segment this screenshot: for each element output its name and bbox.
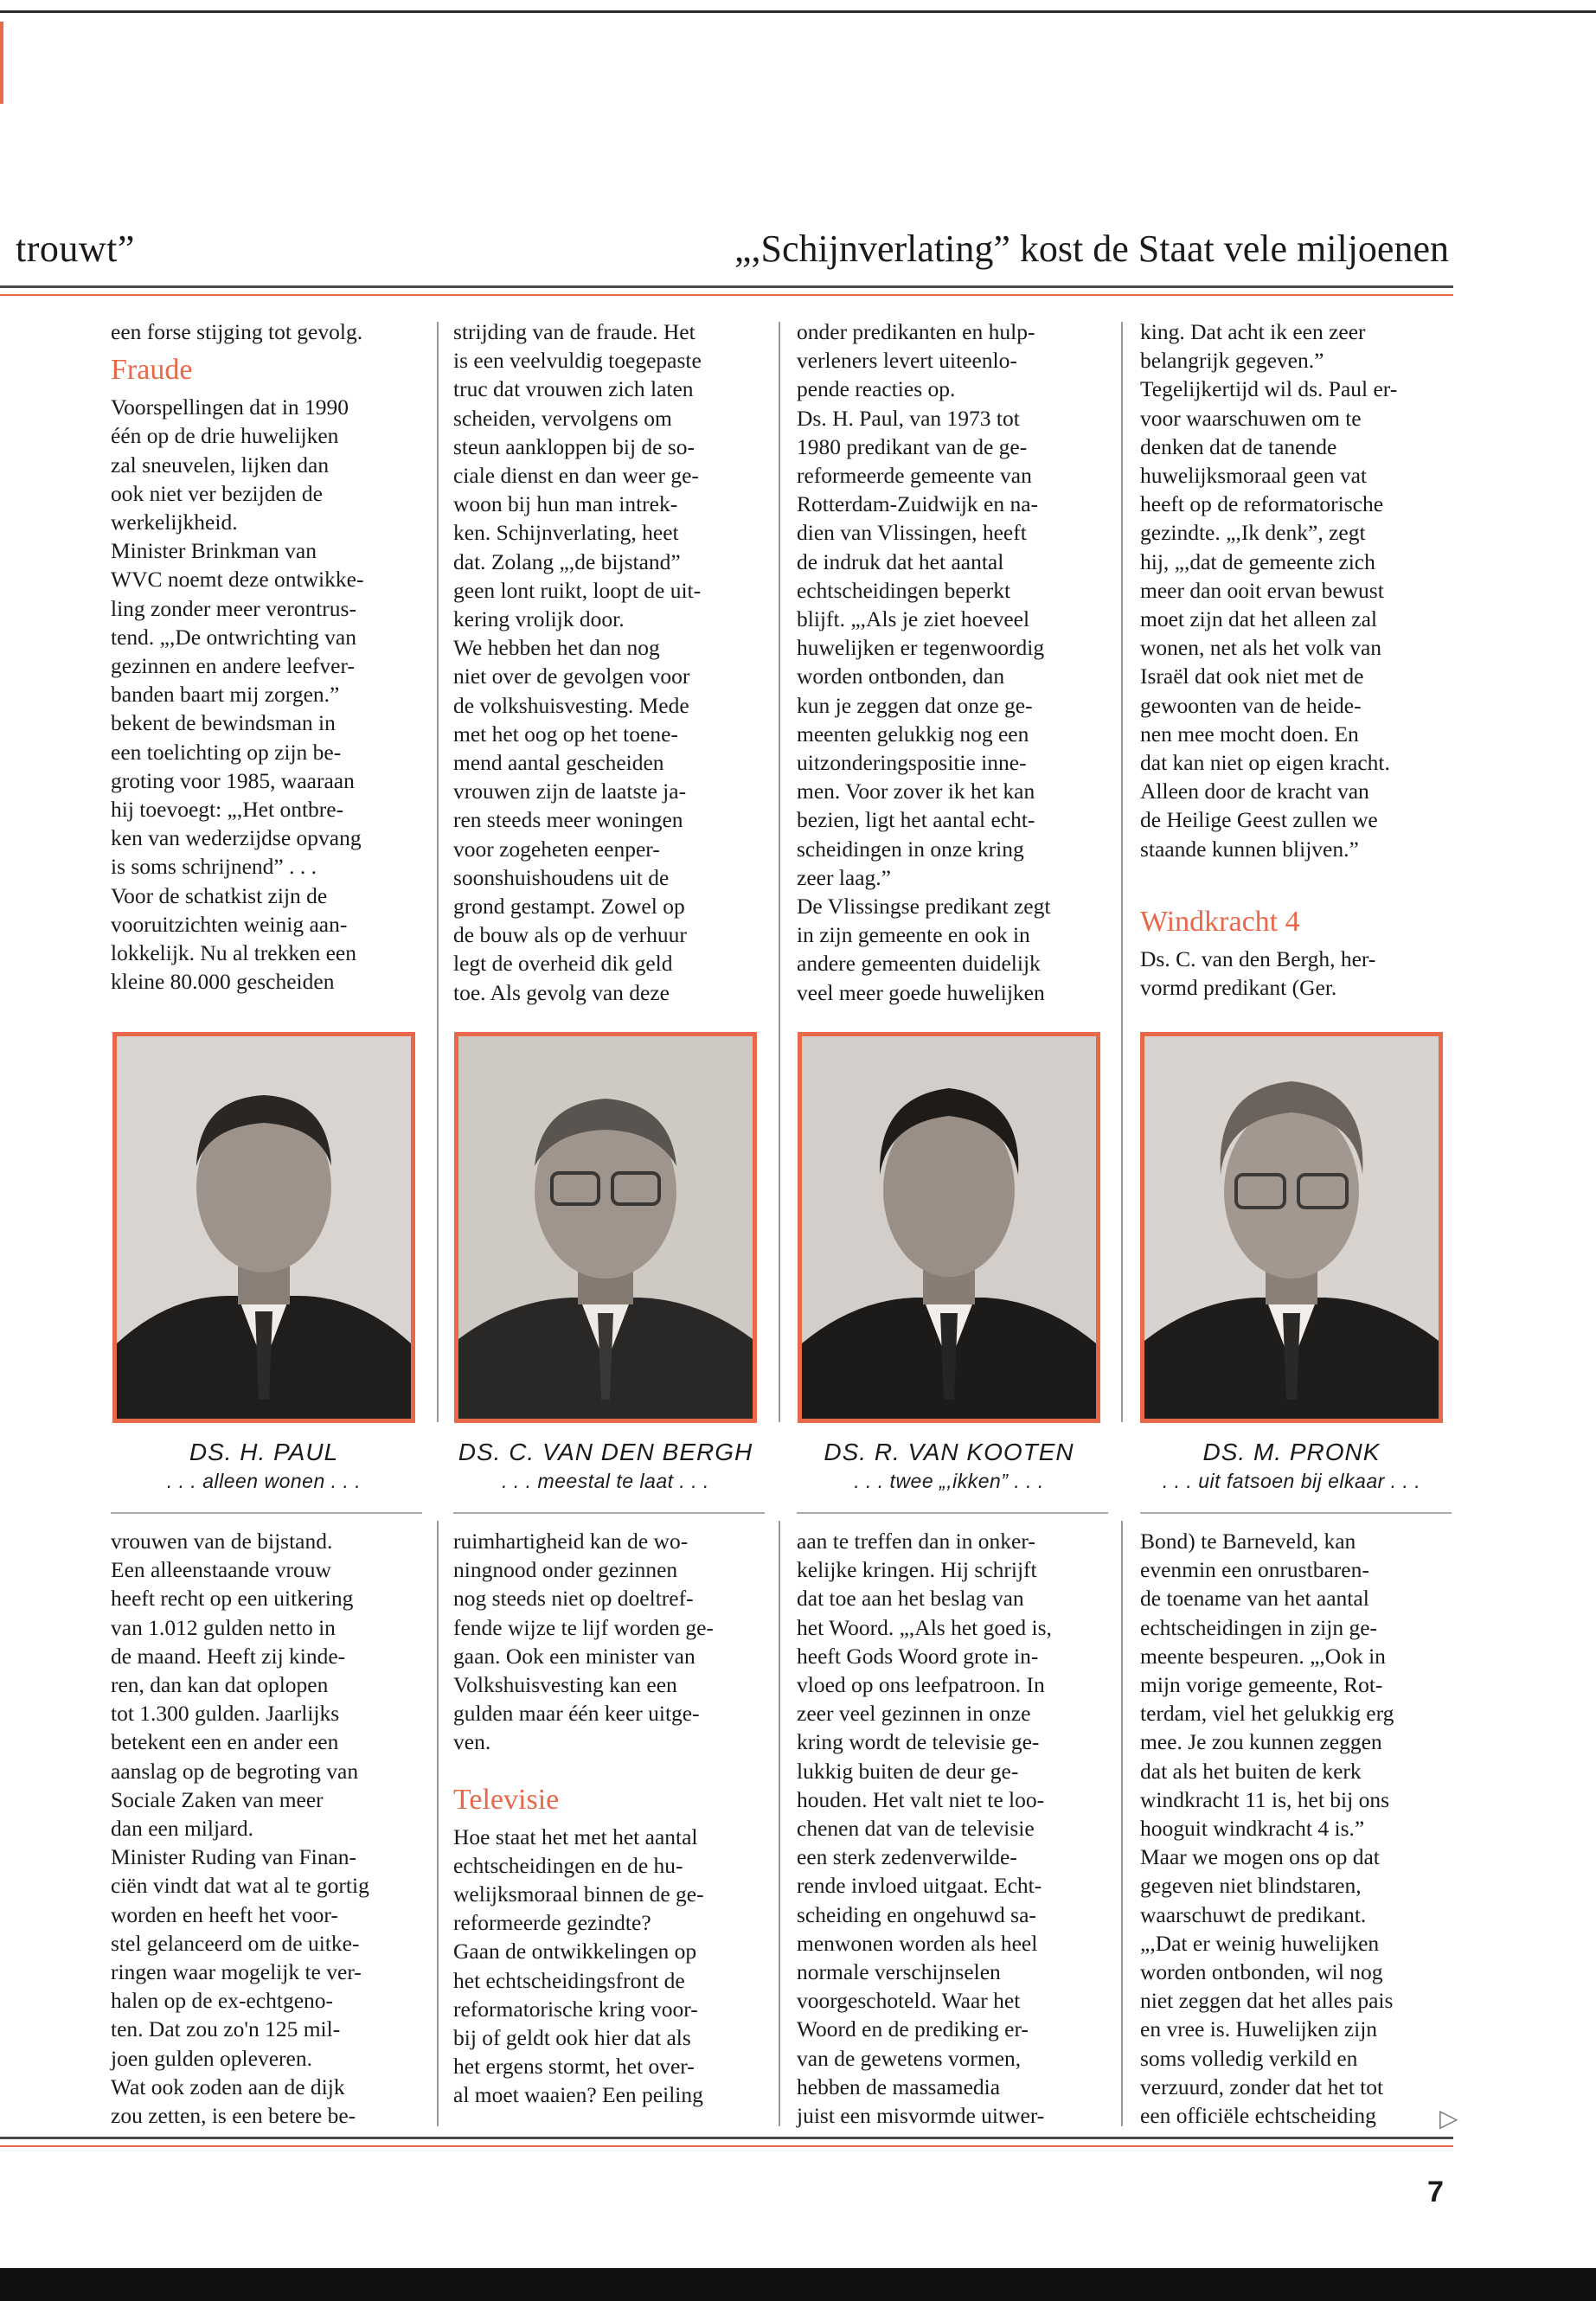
text-line: heeft Gods Woord grote in- bbox=[797, 1643, 1039, 1669]
text-line: reformeerde gezindte? bbox=[453, 1910, 651, 1936]
text-line: is een veelvuldig toegepaste bbox=[453, 348, 702, 374]
portrait-image bbox=[1144, 1036, 1439, 1419]
text-line: hij, „,dat de gemeente zich bbox=[1140, 548, 1375, 574]
text-line: is soms schrijnend” . . . bbox=[111, 854, 317, 880]
text-line: tend. „,De ontwrichting van bbox=[111, 624, 356, 650]
text-line: worden ontbonden, dan bbox=[797, 663, 1005, 689]
text-line: pende reacties op. bbox=[797, 376, 956, 402]
text-line: kering vrolijk door. bbox=[453, 606, 625, 632]
caption-quote: . . . meestal te laat . . . bbox=[502, 1470, 709, 1492]
scan-edge-band bbox=[0, 2268, 1596, 2301]
lower-column-3 bbox=[797, 1527, 1108, 2130]
text-line: Een alleenstaande vrouw bbox=[111, 1557, 331, 1583]
body-text bbox=[797, 1527, 1108, 2130]
text-line: ook niet ver bezijden de bbox=[111, 480, 323, 506]
text-line: reformeerde gemeente van bbox=[797, 463, 1032, 489]
text-line: zou zetten, is een betere be- bbox=[111, 2103, 356, 2129]
text-line: welijksmoraal binnen de ge- bbox=[453, 1881, 704, 1907]
text-line: „,Dat er weinig huwelijken bbox=[1140, 1930, 1380, 1956]
top-rule bbox=[0, 10, 1596, 13]
text-line: de indruk dat het aantal bbox=[797, 548, 1004, 574]
text-line: nen mee mocht doen. En bbox=[1140, 721, 1359, 747]
caption-quote: . . . twee „,ikken” . . . bbox=[854, 1470, 1044, 1492]
caption-rule bbox=[453, 1512, 765, 1514]
text-line: Minister Brinkman van bbox=[111, 538, 317, 564]
column-divider bbox=[779, 1521, 780, 2126]
text-line: rende invloed uitgaat. Echt- bbox=[797, 1873, 1042, 1899]
text-line: houden. Het valt niet te loo- bbox=[797, 1786, 1045, 1812]
running-head-left: trouwt” bbox=[16, 228, 135, 270]
text-line: ren, dan kan dat oplopen bbox=[111, 1672, 329, 1698]
text-line: Gaan de ontwikkelingen op bbox=[453, 1939, 697, 1965]
text-line: bij of geldt ook hier dat als bbox=[453, 2025, 691, 2051]
text-line: echtscheidingen in zijn ge- bbox=[1140, 1614, 1378, 1640]
text-line: evenmin een onrustbaren- bbox=[1140, 1557, 1369, 1583]
subheading-televisie: Televisie bbox=[453, 1783, 560, 1816]
text-line: ken van wederzijdse opvang bbox=[111, 825, 362, 851]
text-line: lukkig buiten de deur ge- bbox=[797, 1758, 1019, 1784]
text-line: ningnood onder gezinnen bbox=[453, 1557, 678, 1583]
text-line: lokkelijk. Nu al trekken een bbox=[111, 940, 356, 966]
text-line: chenen dat van de televisie bbox=[797, 1816, 1035, 1842]
text-line: uitzonderingspositie inne- bbox=[797, 750, 1027, 776]
text-line: fende wijze te lijf worden ge- bbox=[453, 1614, 714, 1640]
text-line: de toename van het aantal bbox=[1140, 1586, 1369, 1612]
column-divider bbox=[779, 322, 780, 1422]
text-line: gezinnen en andere leefver- bbox=[111, 653, 355, 679]
text-line: groting voor 1985, waaraan bbox=[111, 767, 355, 793]
caption-quote: . . . uit fatsoen bij elkaar . . . bbox=[1162, 1470, 1421, 1492]
upper-column-2 bbox=[453, 317, 765, 1007]
text-line: staande kunnen blijven.” bbox=[1140, 836, 1359, 862]
caption-rule bbox=[1140, 1512, 1452, 1514]
text-line: dan een miljard. bbox=[111, 1816, 253, 1842]
text-line: De Vlissingse predikant zegt bbox=[797, 894, 1051, 920]
text-line: ten. Dat zou zo'n 125 mil- bbox=[111, 2016, 341, 2042]
text-line: één op de drie huwelijken bbox=[111, 423, 339, 449]
body-text bbox=[453, 1527, 765, 1757]
text-line: soonshuishoudens uit de bbox=[453, 864, 670, 890]
portrait-caption bbox=[792, 1438, 1106, 1495]
text-line: het ergens stormt, het over- bbox=[453, 2054, 695, 2080]
text-line: Ds. H. Paul, van 1973 tot bbox=[797, 405, 1020, 431]
text-line: Minister Ruding van Finan- bbox=[111, 1844, 357, 1870]
body-text bbox=[1140, 1527, 1452, 2130]
running-head-right: „,Schijnverlating” kost de Staat vele miljoenen bbox=[734, 228, 1449, 270]
text-line: het echtscheidingsfront de bbox=[453, 1967, 685, 1993]
text-line: verzuurd, zonder dat het tot bbox=[1140, 2073, 1384, 2099]
text-line: veel meer goede huwelijken bbox=[797, 979, 1045, 1005]
text-line: ken. Schijnverlating, heet bbox=[453, 520, 679, 546]
continue-arrow-icon: ▷ bbox=[1439, 2104, 1458, 2132]
text-line: soms volledig verkild en bbox=[1140, 2045, 1358, 2071]
text-line: huwelijken er tegenwoordig bbox=[797, 635, 1045, 661]
text-line: dat toe aan het beslag van bbox=[797, 1586, 1024, 1612]
body-text bbox=[1140, 317, 1452, 863]
text-line: hebben de massamedia bbox=[797, 2073, 1001, 2099]
text-line: Tegelijkertijd wil ds. Paul er- bbox=[1140, 376, 1398, 402]
caption-rule bbox=[797, 1512, 1108, 1514]
text-line: gezindte. „,Ik denk”, zegt bbox=[1140, 520, 1366, 546]
header-accent-rule bbox=[0, 294, 1453, 296]
text-line: en vree is. Huwelijken zijn bbox=[1140, 2016, 1378, 2042]
text-line: Voor de schatkist zijn de bbox=[111, 882, 328, 908]
portrait-caption bbox=[449, 1438, 762, 1495]
text-line: kelijke kringen. Hij schrijft bbox=[797, 1557, 1037, 1583]
text-line: een officiële echtscheiding bbox=[1140, 2103, 1376, 2129]
text-line: van de gewetens vormen, bbox=[797, 2045, 1022, 2071]
text-line: scheiding en ongehuwd sa- bbox=[797, 1901, 1036, 1927]
caption-name: DS. C. VAN DEN BERGH bbox=[458, 1439, 753, 1465]
text-line: vloed op ons leefpatroon. In bbox=[797, 1672, 1045, 1698]
text-line: dat kan niet op eigen kracht. bbox=[1140, 750, 1390, 776]
text-line: meente bespeuren. „,Ook in bbox=[1140, 1643, 1386, 1669]
header-rule bbox=[0, 285, 1453, 288]
text-line: de volkshuisvesting. Mede bbox=[453, 692, 689, 718]
text-line: voor zogeheten eenper- bbox=[453, 836, 660, 862]
text-line: ringen waar mogelijk te ver- bbox=[111, 1959, 362, 1985]
body-text bbox=[1140, 945, 1452, 1002]
text-line: stel gelanceerd om de uitke- bbox=[111, 1930, 360, 1956]
text-line: mend aantal gescheiden bbox=[453, 750, 664, 776]
text-line: niet over de gevolgen voor bbox=[453, 663, 690, 689]
text-line: meer dan ooit ervan bewust bbox=[1140, 577, 1384, 603]
text-line: andere gemeenten duidelijk bbox=[797, 951, 1041, 977]
text-line: kun je zeggen dat onze ge- bbox=[797, 692, 1033, 718]
text-line: Israël dat ook niet met de bbox=[1140, 663, 1364, 689]
text-line: gaan. Ook een minister van bbox=[453, 1643, 695, 1669]
portrait-image bbox=[458, 1036, 753, 1419]
text-line: heeft op de reformatorische bbox=[1140, 491, 1384, 517]
text-line: echtscheidingen beperkt bbox=[797, 577, 1011, 603]
text-line: geen lont ruikt, loopt de uit- bbox=[453, 577, 702, 603]
portrait-photo bbox=[112, 1032, 415, 1423]
text-line: denken dat de tanende bbox=[1140, 433, 1337, 459]
text-line: meenten gelukkig nog een bbox=[797, 721, 1029, 747]
text-line: vrouwen zijn de laatste ja- bbox=[453, 779, 687, 804]
caption-quote: . . . alleen wonen . . . bbox=[166, 1470, 362, 1492]
portrait-caption bbox=[1135, 1438, 1448, 1495]
text-line: gulden maar één keer uitge- bbox=[453, 1701, 700, 1727]
upper-column-1 bbox=[111, 317, 422, 996]
text-line: We hebben het dan nog bbox=[453, 635, 660, 661]
text-line: een toelichting op zijn be- bbox=[111, 739, 342, 765]
text-line: bezien, ligt het aantal echt- bbox=[797, 807, 1035, 833]
text-line: tot 1.300 gulden. Jaarlijks bbox=[111, 1701, 340, 1727]
text-line: zeer veel gezinnen in onze bbox=[797, 1701, 1031, 1727]
text-line: Alleen door de kracht van bbox=[1140, 779, 1369, 804]
text-line: joen gulden opleveren. bbox=[111, 2045, 312, 2071]
text-line: Volkshuisvesting kan een bbox=[453, 1672, 677, 1698]
subheading-windkracht: Windkracht 4 bbox=[1140, 905, 1300, 938]
text-line: kring wordt de televisie ge- bbox=[797, 1729, 1040, 1755]
caption-name: DS. H. PAUL bbox=[189, 1439, 339, 1465]
text-line: steun aankloppen bij de so- bbox=[453, 433, 695, 459]
lower-column-1 bbox=[111, 1527, 422, 2130]
text-line: van 1.012 gulden netto in bbox=[111, 1614, 336, 1640]
text-line: strijding van de fraude. Het bbox=[453, 319, 695, 344]
text-line: blijft. „,Als je ziet hoeveel bbox=[797, 606, 1030, 632]
text-line: grond gestampt. Zowel op bbox=[453, 894, 685, 920]
text-line: dien van Vlissingen, heeft bbox=[797, 520, 1027, 546]
text-line: gegeven niet blindstaren, bbox=[1140, 1873, 1362, 1899]
text-line: de bouw als op de verhuur bbox=[453, 922, 687, 948]
text-line: al moet waaien? Een peiling bbox=[453, 2082, 703, 2108]
upper-column-3 bbox=[797, 317, 1108, 1007]
text-line: menwonen worden als heel bbox=[797, 1930, 1038, 1956]
body-text bbox=[453, 1823, 765, 2110]
column-divider bbox=[1121, 1521, 1123, 2126]
text-line: nog steeds niet op doeltref- bbox=[453, 1586, 694, 1612]
text-line: in zijn gemeente en ook in bbox=[797, 922, 1030, 948]
text-line: scheidingen in onze kring bbox=[797, 836, 1024, 862]
text-line: ren steeds meer woningen bbox=[453, 807, 683, 833]
text-line: terdam, viel het gelukkig erg bbox=[1140, 1701, 1394, 1727]
text-line: halen op de ex-echtgeno- bbox=[111, 1988, 334, 2014]
text-line: ven. bbox=[453, 1729, 491, 1755]
text-line: de Heilige Geest zullen we bbox=[1140, 807, 1378, 833]
text-line: scheiden, vervolgens om bbox=[453, 405, 672, 431]
upper-column-4 bbox=[1140, 317, 1452, 1002]
body-text bbox=[453, 317, 765, 1007]
text-line: windkracht 11 is, het bij ons bbox=[1140, 1786, 1390, 1812]
text-line: Ds. C. van den Bergh, her- bbox=[1140, 945, 1376, 971]
text-line: banden baart mij zorgen.” bbox=[111, 682, 340, 708]
text-line: dat als het buiten de kerk bbox=[1140, 1758, 1362, 1784]
text-line: ciale dienst en dan weer ge- bbox=[453, 463, 699, 489]
portrait-photo bbox=[798, 1032, 1100, 1423]
lower-column-2 bbox=[453, 1527, 765, 2110]
text-line: Voorspellingen dat in 1990 bbox=[111, 394, 349, 420]
text-line: betekent een en ander een bbox=[111, 1729, 339, 1755]
text-line: echtscheidingen en de hu- bbox=[453, 1852, 683, 1878]
text-line: moet zijn dat het alleen zal bbox=[1140, 606, 1378, 632]
text-line: ruimhartigheid kan de wo- bbox=[453, 1529, 689, 1554]
column-divider bbox=[437, 1521, 439, 2126]
footer-accent-rule bbox=[0, 2145, 1453, 2147]
text-line: waarschuwt de predikant. bbox=[1140, 1901, 1367, 1927]
footer-rule bbox=[0, 2137, 1453, 2139]
text-line: gewoonten van de heide- bbox=[1140, 692, 1362, 718]
subheading-fraude: Fraude bbox=[111, 354, 193, 387]
column-divider bbox=[1121, 322, 1123, 1422]
text-line: met het oog op het toene- bbox=[453, 721, 678, 747]
text-line: Wat ook zoden aan de dijk bbox=[111, 2073, 345, 2099]
text-line: normale verschijnselen bbox=[797, 1959, 1001, 1985]
text-line: bekent de bewindsman in bbox=[111, 710, 336, 736]
text-line: ling zonder meer verontrus- bbox=[111, 595, 356, 621]
text-line: ciën vindt dat wat al te gortig bbox=[111, 1873, 369, 1899]
text-line: hij toevoegt: „,Het ontbre- bbox=[111, 797, 344, 823]
text-line: juist een misvormde uitwer- bbox=[797, 2103, 1045, 2129]
text-line: werkelijkheid. bbox=[111, 510, 238, 535]
portrait-photo bbox=[1140, 1032, 1443, 1423]
text-line: king. Dat acht ik een zeer bbox=[1140, 319, 1366, 344]
text-line: Maar we mogen ons op dat bbox=[1140, 1844, 1380, 1870]
text-line: onder predikanten en hulp- bbox=[797, 319, 1035, 344]
text-line: de maand. Heeft zij kinde- bbox=[111, 1643, 346, 1669]
text-line: voor waarschuwen om te bbox=[1140, 405, 1362, 431]
body-text bbox=[797, 317, 1108, 1007]
text-line: worden en heeft het voor- bbox=[111, 1901, 338, 1927]
body-text bbox=[111, 1527, 422, 2130]
text-line: vrouwen van de bijstand. bbox=[111, 1529, 333, 1554]
text-line: aan te treffen dan in onker- bbox=[797, 1529, 1035, 1554]
text-line: legt de overheid dik geld bbox=[453, 951, 673, 977]
text-line: truc dat vrouwen zich laten bbox=[453, 376, 694, 402]
text-line: Hoe staat het met het aantal bbox=[453, 1823, 698, 1849]
text-line: verleners levert uiteenlo- bbox=[797, 348, 1017, 374]
text-line: hooguit windkracht 4 is.” bbox=[1140, 1816, 1365, 1842]
text-line: niet zeggen dat het alles pais bbox=[1140, 1988, 1394, 2014]
portrait-image bbox=[802, 1036, 1096, 1419]
text-line: het Woord. „,Als het goed is, bbox=[797, 1614, 1052, 1640]
portrait-image bbox=[117, 1036, 411, 1419]
caption-name: DS. R. VAN KOOTEN bbox=[824, 1439, 1074, 1465]
text-line: vooruitzichten weinig aan- bbox=[111, 911, 348, 937]
text-line: Rotterdam-Zuidwijk en na- bbox=[797, 491, 1039, 517]
text-line: belangrijk gegeven.” bbox=[1140, 348, 1324, 374]
caption-rule bbox=[111, 1512, 422, 1514]
left-margin-mark bbox=[0, 22, 3, 104]
text-line: heeft recht op een uitkering bbox=[111, 1586, 354, 1612]
body-text bbox=[111, 393, 422, 996]
text-line: huwelijksmoraal geen vat bbox=[1140, 463, 1367, 489]
text-line: zeer laag.” bbox=[797, 864, 891, 890]
portrait-caption bbox=[107, 1438, 420, 1495]
caption-name: DS. M. PRONK bbox=[1202, 1439, 1381, 1465]
text-line: kleine 80.000 gescheiden bbox=[111, 969, 335, 995]
text-line: een sterk zedenverwilde- bbox=[797, 1844, 1017, 1870]
text-line: men. Voor zover ik het kan bbox=[797, 779, 1035, 804]
text-line: wonen, net als het volk van bbox=[1140, 635, 1382, 661]
text-line: Sociale Zaken van meer bbox=[111, 1786, 324, 1812]
text-line: Bond) te Barneveld, kan bbox=[1140, 1529, 1356, 1554]
lower-column-4 bbox=[1140, 1527, 1452, 2130]
text-line: WVC noemt deze ontwikke- bbox=[111, 567, 364, 593]
text-line: toe. Als gevolg van deze bbox=[453, 979, 670, 1005]
text-line: zal sneuvelen, lijken dan bbox=[111, 452, 330, 478]
column-divider bbox=[437, 322, 439, 1422]
text-line: dat. Zolang „,de bijstand” bbox=[453, 548, 681, 574]
text-line: vormd predikant (Ger. bbox=[1140, 975, 1337, 1001]
lead-line: een forse stijging tot gevolg. bbox=[111, 319, 363, 344]
portrait-photo bbox=[454, 1032, 757, 1423]
text-line: mee. Je zou kunnen zeggen bbox=[1140, 1729, 1382, 1755]
text-line: worden ontbonden, wil nog bbox=[1140, 1959, 1383, 1985]
text-line: voorgeschoteld. Waar het bbox=[797, 1988, 1021, 2014]
text-line: reformatorische kring voor- bbox=[453, 1996, 698, 2022]
page-number: 7 bbox=[1427, 2176, 1444, 2208]
text-line: 1980 predikant van de ge- bbox=[797, 433, 1028, 459]
text-line: aanslag op de begroting van bbox=[111, 1758, 359, 1784]
text-line: mijn vorige gemeente, Rot- bbox=[1140, 1672, 1383, 1698]
text-line: Woord en de prediking er- bbox=[797, 2016, 1029, 2042]
text-line: woon bij hun man intrek- bbox=[453, 491, 678, 517]
